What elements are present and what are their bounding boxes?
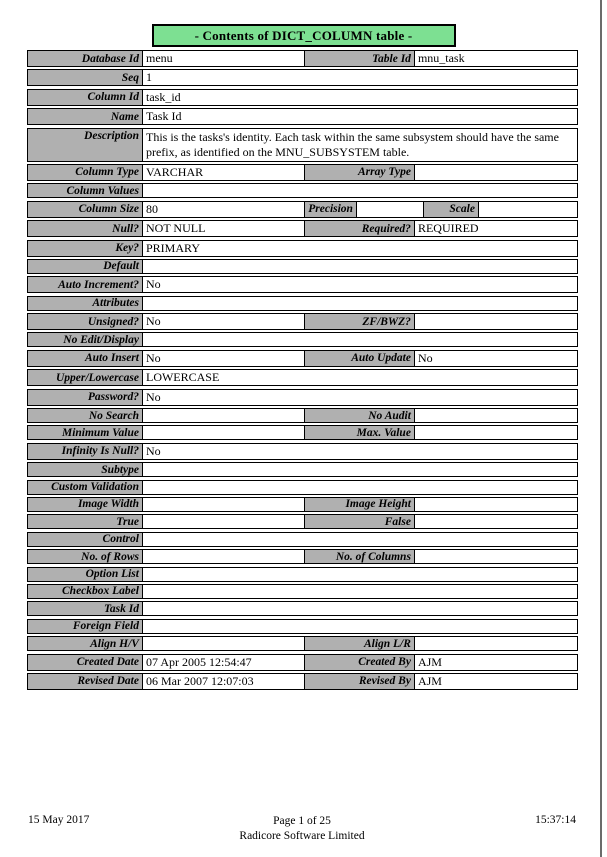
table-row [27,408,578,423]
field-label: No. of Columns [305,549,415,564]
table-row [27,514,578,529]
field-value: 07 Apr 2005 12:54:47 [143,654,305,671]
table-row [27,584,578,599]
field-label: Database Id [27,50,143,67]
field-value: No [143,443,578,460]
table-row [27,350,578,367]
field-value: mnu_task [415,50,578,67]
field-value [357,201,424,218]
field-label: Seq [27,69,143,86]
report-title: - Contents of DICT_COLUMN table - [152,24,456,47]
field-label: Task Id [27,601,143,616]
field-value [143,296,578,311]
field-label: Auto Increment? [27,276,143,293]
field-value [143,584,578,599]
field-value [143,619,578,634]
field-value: No [415,350,578,367]
table-row [27,636,578,651]
table-row [27,296,578,311]
field-label: Image Height [305,497,415,512]
table-row [27,128,578,162]
field-value [415,425,578,440]
table-row [27,89,578,106]
field-value: REQUIRED [415,220,578,237]
table-row [27,259,578,274]
footer-center [0,814,604,843]
table-row [27,276,578,293]
field-value: This is the tasks's identity. Each task within the same subsystem should have the same prefix, as identified on the MNU_SUBSYSTEM table. [143,128,578,162]
field-label: Unsigned? [27,313,143,330]
field-label: Revised Date [27,673,143,690]
field-value [415,408,578,423]
field-label: Align L/R [305,636,415,651]
field-value [143,462,578,477]
field-label: Minimum Value [27,425,143,440]
field-label: Table Id [305,50,415,67]
field-label: Column Size [27,201,143,218]
field-label: Subtype [27,462,143,477]
field-label: Max. Value [305,425,415,440]
field-label: Null? [27,220,143,237]
field-value [143,567,578,582]
field-value: AJM [415,654,578,671]
field-label: False [305,514,415,529]
field-label: Required? [305,220,415,237]
field-value [143,408,305,423]
table-row [27,108,578,125]
table-row [27,673,578,690]
table-row [27,220,578,237]
table-row [27,443,578,460]
field-label: Custom Validation [27,480,143,495]
field-value [143,425,305,440]
table-row [27,497,578,512]
field-value [143,183,578,198]
field-value: No [143,350,305,367]
field-label: Array Type [305,164,415,181]
field-value [143,514,305,529]
dict-column-detail-table [27,50,578,692]
field-value: 06 Mar 2007 12:07:03 [143,673,305,690]
table-row [27,369,578,386]
field-label: Upper/Lowercase [27,369,143,386]
field-value [415,313,578,330]
table-row [27,50,578,67]
field-value: VARCHAR [143,164,305,181]
footer-page-number: Page 1 of 25 [273,815,331,827]
field-label: Infinity Is Null? [27,443,143,460]
table-row [27,183,578,198]
field-value [143,601,578,616]
field-label: Column Type [27,164,143,181]
table-row [27,69,578,86]
field-value [415,164,578,181]
field-value: AJM [415,673,578,690]
table-row [27,601,578,616]
field-value: task_id [143,89,578,106]
field-value [415,514,578,529]
field-value [415,636,578,651]
field-label: Description [27,128,143,162]
field-label: Attributes [27,296,143,311]
field-value [415,497,578,512]
field-label: Column Values [27,183,143,198]
table-row [27,425,578,440]
table-row [27,240,578,257]
field-label: True [27,514,143,529]
field-value [143,549,305,564]
field-value: LOWERCASE [143,369,578,386]
field-value [143,480,578,495]
footer-date: 15 May 2017 [28,814,90,826]
field-label: Created Date [27,654,143,671]
field-label: Revised By [305,673,415,690]
table-row [27,532,578,547]
field-value: menu [143,50,305,67]
field-label: ZF/BWZ? [305,313,415,330]
field-label: Key? [27,240,143,257]
field-label: Checkbox Label [27,584,143,599]
table-row [27,549,578,564]
field-label: Auto Update [305,350,415,367]
field-label: No Audit [305,408,415,423]
field-value: Task Id [143,108,578,125]
table-row [27,313,578,330]
footer-company-name: Radicore Software Limited [239,829,365,842]
field-value [479,201,578,218]
field-label: Foreign Field [27,619,143,634]
field-label: No Edit/Display [27,332,143,347]
field-label: Password? [27,389,143,406]
field-value [143,332,578,347]
field-value [143,497,305,512]
field-label: No. of Rows [27,549,143,564]
field-label: Scale [424,201,479,218]
field-value: PRIMARY [143,240,578,257]
field-value: No [143,276,578,293]
table-row [27,201,578,218]
field-label: Option List [27,567,143,582]
field-label: Auto Insert [27,350,143,367]
field-label: Image Width [27,497,143,512]
field-label: Align H/V [27,636,143,651]
field-value: NOT NULL [143,220,305,237]
field-label: No Search [27,408,143,423]
table-row [27,654,578,671]
field-label: Created By [305,654,415,671]
field-value [143,259,578,274]
table-row [27,462,578,477]
field-label: Name [27,108,143,125]
field-label: Column Id [27,89,143,106]
table-row [27,567,578,582]
field-value [143,532,578,547]
field-label: Default [27,259,143,274]
field-label: Control [27,532,143,547]
field-value: No [143,389,578,406]
page-edge-line [600,0,602,857]
field-value: No [143,313,305,330]
table-row [27,164,578,181]
field-value [143,636,305,651]
field-value: 80 [143,201,305,218]
footer-time: 15:37:14 [535,814,576,826]
table-row [27,619,578,634]
table-row [27,389,578,406]
field-label: Precision [305,201,357,218]
field-value [415,549,578,564]
field-value: 1 [143,69,578,86]
table-row [27,332,578,347]
table-row [27,480,578,495]
